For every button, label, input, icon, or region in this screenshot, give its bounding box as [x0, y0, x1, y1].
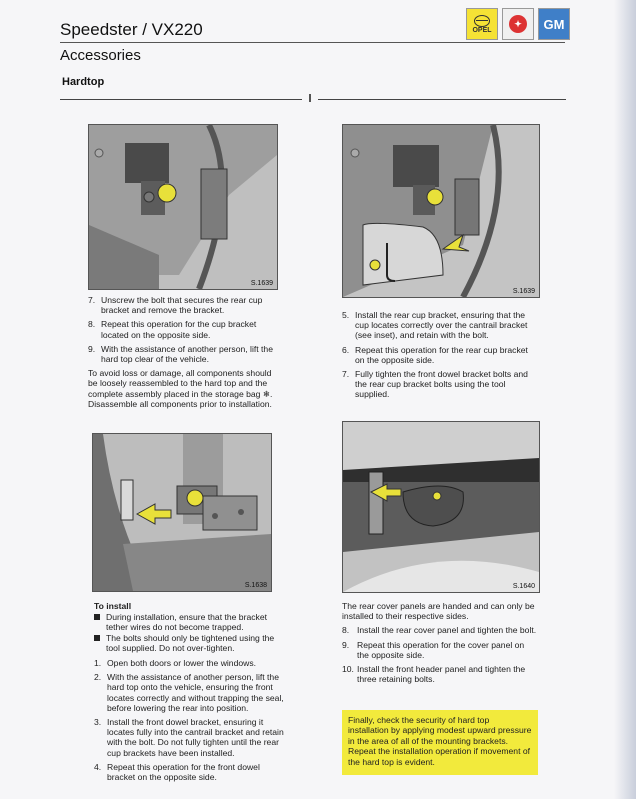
header-rule [60, 42, 565, 43]
step-9 [88, 344, 278, 364]
right-column-rule [318, 99, 566, 100]
step-8 [88, 319, 278, 339]
step-text: Install the rear cover panel and tighten the bolt. [357, 625, 537, 636]
gm-logo-text: GM [543, 16, 565, 32]
figure-4-illustration [343, 422, 539, 592]
figure-code: S.1639 [250, 280, 273, 287]
install-steps [94, 601, 284, 791]
step-number: 5. [342, 310, 350, 320]
step-number: 9. [342, 639, 350, 650]
step-number: 6. [342, 344, 350, 355]
caution-bullet [94, 633, 284, 653]
step-number: 2. [94, 672, 102, 683]
step-5 [342, 310, 538, 341]
step-text: Open both doors or lower the windows. [107, 658, 257, 669]
step-text: Install the rear cup bracket, ensuring that the cup locates correctly over the cantrail bracket (see inset), and retain with the bolt. [355, 310, 528, 341]
page-title: Speedster / VX220 [60, 20, 203, 39]
opel-logo-text: OPEL [472, 26, 492, 34]
opel-blitz-icon [474, 15, 490, 27]
step-number: 4. [94, 761, 102, 772]
step-2 [94, 672, 284, 713]
step-text: Repeat this operation for the cover panel on the opposite side. [357, 639, 525, 660]
install-cup-steps [342, 310, 538, 404]
figure-code: S.1640 [512, 583, 535, 590]
step-6 [342, 345, 538, 365]
bullet-square-icon [94, 614, 100, 620]
rear-cover-steps [342, 601, 538, 688]
topic-title: Hardtop [62, 76, 105, 88]
section-title: Accessories [60, 47, 141, 64]
step-number: 7. [342, 369, 350, 380]
figure-rear-cover-panel [342, 421, 540, 593]
step-1 [94, 658, 284, 668]
step-text: Install the front dowel bracket, ensuring it locates fully into the cantrail bracket and retain with the bolt. Do not fully tighten until the rear cup brackets have been installed. [107, 717, 284, 758]
install-heading: To install [94, 601, 132, 611]
step-7 [88, 295, 278, 315]
final-check-note: Finally, check the security of hard top installation by applying modest upward pressure in the area of all of the mounting brackets. Repeat the installation operation if movement of the hard top is evident. [342, 710, 538, 775]
step-3 [94, 717, 284, 758]
step-text: With the assistance of another person, lift the hard top clear of the vehicle. [101, 343, 273, 365]
page-edge-shadow [614, 0, 636, 799]
removal-steps [88, 295, 278, 421]
step-number: 7. [88, 295, 96, 305]
step-8 [342, 625, 538, 635]
step-text: Unscrew the bolt that secures the rear cup bracket and remove the bracket. [101, 295, 263, 316]
step-text: Fully tighten the front dowel bracket bolts and the rear cup bracket bolts using the tool supplied. [355, 369, 528, 400]
step-number: 3. [94, 717, 102, 728]
figure-front-dowel-bracket [92, 433, 272, 592]
step-text: With the assistance of another person, lift the hard top onto the vehicle, ensuring the front locates correctly and without trapping the seal, before lowering the rear into position. [107, 672, 284, 713]
bullet-square-icon [94, 635, 100, 641]
storage-note: To avoid loss or damage, all components should be loosely reassembled to the hard top and the complete assembly placed in the storage bag ❄. Disassemble all components prior to installation. [88, 368, 273, 409]
figure-2-illustration [343, 125, 539, 297]
step-text: Repeat this operation for the front dowel bracket on the opposite side. [107, 761, 260, 783]
figure-code: S.1638 [244, 582, 267, 589]
figure-3-illustration [93, 434, 271, 591]
step-number: 1. [94, 658, 102, 669]
opel-logo [466, 8, 498, 40]
step-10 [342, 664, 538, 684]
figure-install-cup-bracket [342, 124, 540, 298]
bullet-text: During installation, ensure that the bracket tether wires do not become trapped. [106, 612, 267, 633]
step-text: Install the front header panel and tighten the three retaining bolts. [357, 664, 526, 685]
brand-logos [466, 8, 570, 40]
step-7 [342, 369, 538, 400]
caution-bullet [94, 612, 284, 632]
step-number: 8. [88, 319, 96, 330]
step-number: 10. [342, 664, 354, 675]
gm-logo [538, 8, 570, 40]
figure-code: S.1639 [512, 288, 535, 295]
step-number: 8. [342, 625, 350, 636]
step-4 [94, 762, 284, 782]
step-text: Repeat this operation for the rear cup bracket on the opposite side. [355, 344, 528, 365]
figure-1-illustration [89, 125, 277, 289]
left-column-rule [60, 99, 302, 100]
handed-panels-note: The rear cover panels are handed and can only be installed to their respective sides. [342, 601, 535, 622]
step-number: 9. [88, 343, 96, 354]
step-9 [342, 640, 538, 660]
figure-remove-cup-bracket [88, 124, 278, 290]
vauxhall-logo [502, 8, 534, 40]
bullet-text: The bolts should only be tightened using the tool supplied. Do not over-tighten. [106, 632, 275, 653]
center-mark [309, 94, 311, 102]
griffin-icon: ✦ [509, 15, 527, 33]
step-text: Repeat this operation for the cup bracket located on the opposite side. [101, 319, 257, 340]
